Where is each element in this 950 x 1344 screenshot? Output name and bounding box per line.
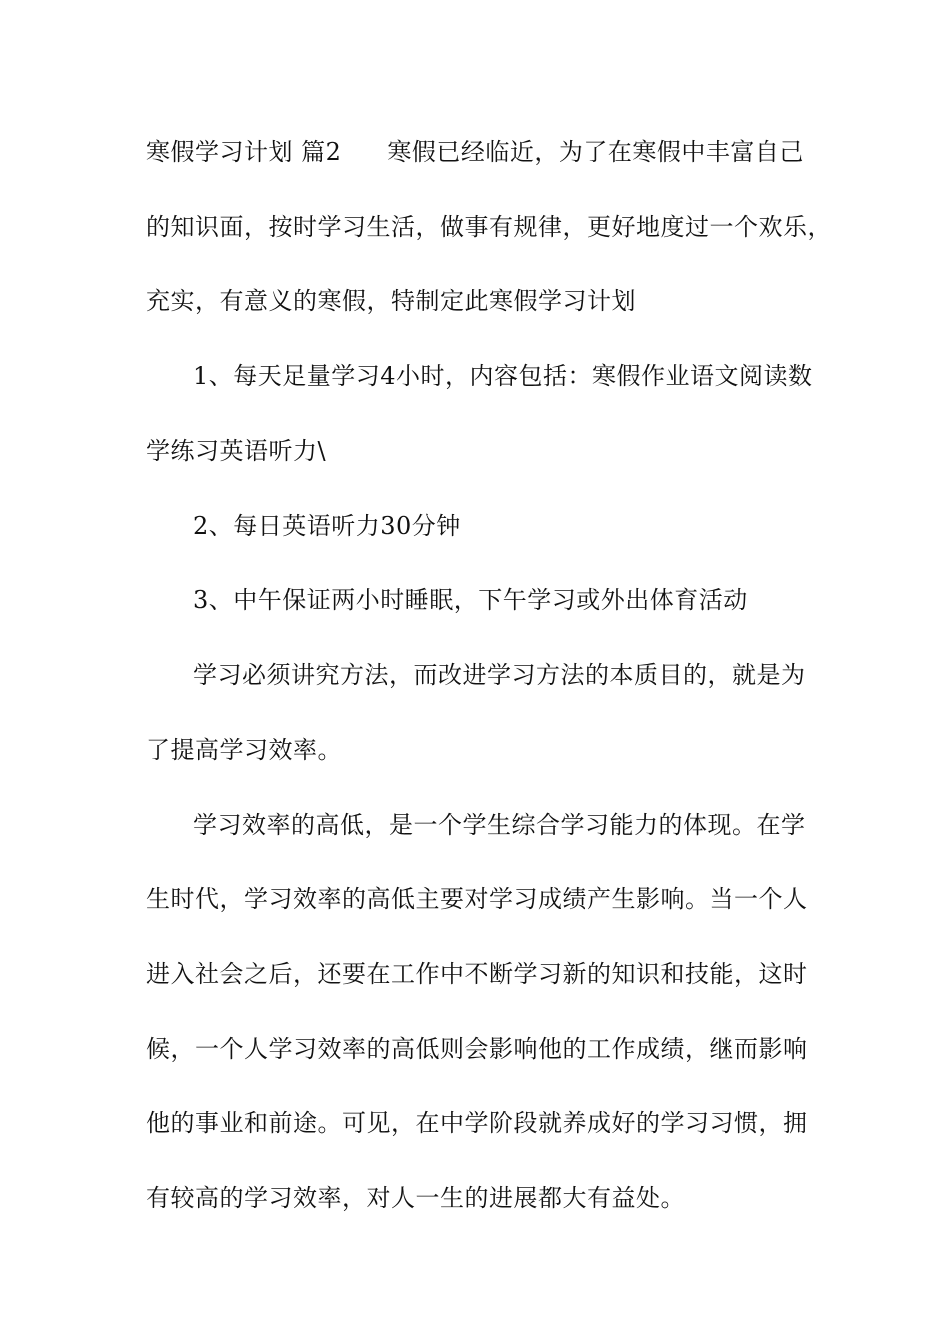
paragraph-method-line-2: 了提高学习效率。 (146, 736, 342, 764)
paragraph-efficiency-line-2: 生时代，学习效率的高低主要对学习成绩产生影响。当一个人 (146, 885, 808, 913)
paragraph-intro-line-3: 充实，有意义的寒假，特制定此寒假学习计划 (146, 287, 636, 315)
paragraph-intro-line-2: 的知识面，按时学习生活，做事有规律，更好地度过一个欢乐， (146, 213, 832, 241)
paragraph-efficiency-line-4: 候，一个人学习效率的高低则会影响他的工作成绩，继而影响 (146, 1035, 808, 1063)
paragraph-efficiency-line-3: 进入社会之后，还要在工作中不断学习新的知识和技能，这时 (146, 960, 808, 988)
document-heading: 寒假学习计划 篇2 (146, 138, 342, 166)
plan-item-1-line-2: 学练习英语听力\ (146, 437, 327, 465)
plan-item-2: 2、每日英语听力30分钟 (193, 512, 461, 540)
paragraph-intro-line-1 (146, 137, 804, 167)
plan-item-1-line-1: 1、每天足量学习4小时，内容包括：寒假作业语文阅读数 (193, 362, 813, 390)
paragraph-method-line-1: 学习必须讲究方法，而改进学习方法的本质目的，就是为 (193, 661, 806, 689)
intro-text: 寒假已经临近，为了在寒假中丰富自己 (387, 138, 804, 166)
paragraph-efficiency-line-1: 学习效率的高低，是一个学生综合学习能力的体现。在学 (193, 811, 806, 839)
paragraph-efficiency-line-5: 他的事业和前途。可见，在中学阶段就养成好的学习习惯，拥 (146, 1109, 808, 1137)
plan-item-3: 3、中午保证两小时睡眠，下午学习或外出体育活动 (193, 586, 748, 614)
paragraph-efficiency-line-6: 有较高的学习效率，对人一生的进展都大有益处。 (146, 1184, 685, 1212)
